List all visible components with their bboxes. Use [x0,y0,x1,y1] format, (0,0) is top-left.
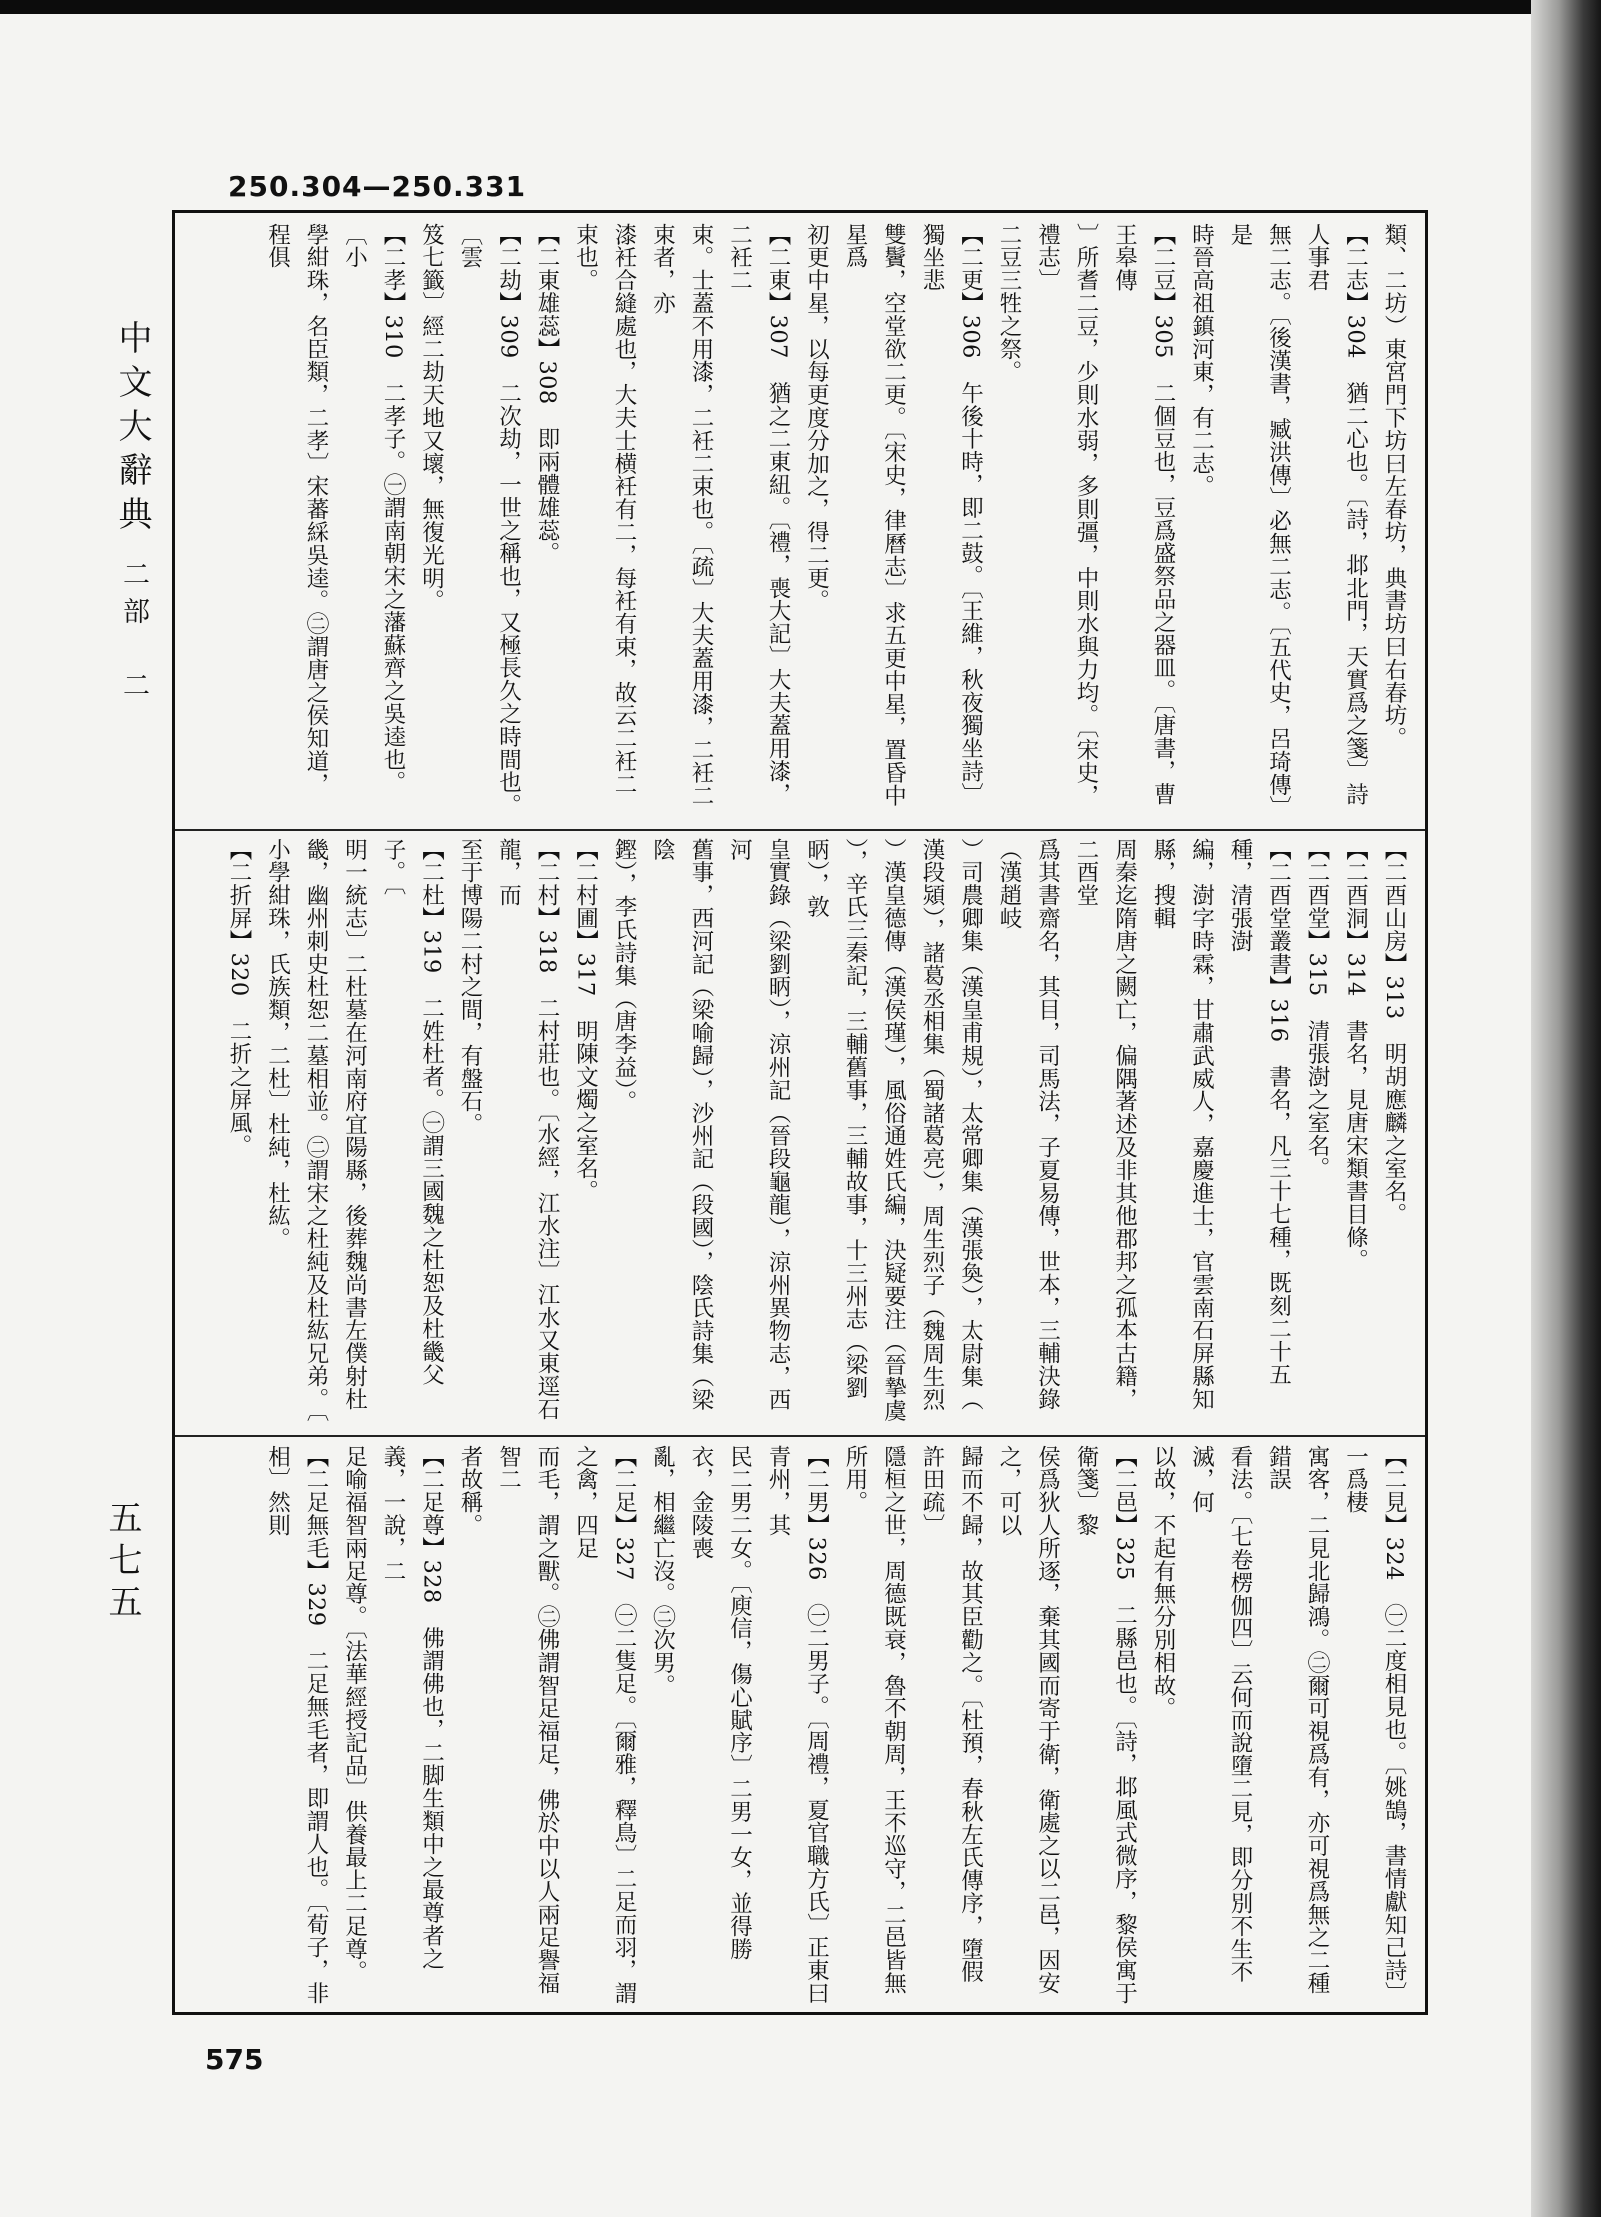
entry-column: 【二村圃】317 明陳文燭之室名。 [572,838,599,1203]
band-divider [175,1435,1425,1437]
entry-column: 【二酉堂叢書】316 書名，凡三十七種，既刻二十五種，清張澍 [1227,838,1292,1386]
entry-column: ）漢皇德傳（漢侯瑾），風俗通姓氏編，決疑要注（晉摯虞 [880,838,907,1423]
entry-column: 【二見】324 ㊀二度相見也。〔姚鵠，書情獻知己詩〕一爲棲 [1342,1445,1407,2005]
dictionary-title: 中文大辭典 [112,320,152,540]
entry-column: 鏗），李氏詩集（唐李益）。 [611,838,637,1114]
entry-column: ）司農卿集（漢皇甫規），太常卿集（漢張奐），太尉集（ [957,838,984,1411]
entry-column: 小學紺珠，氏族類，二杜〕杜純，杜紘。 [264,838,291,1251]
entry-column: 漢段熲），諸葛丞相集（蜀諸葛亮），周生烈子（魏周生烈 [919,838,945,1411]
entry-column: 侯爲狄人所逐，棄其國而寄于衛，衛處之以二邑，因安之，可以 [996,1445,1061,1995]
entry-column: 【二東】307 猶之二東紐。〔禮，喪大記〕大夫蓋用漆，二衽二 [726,223,791,806]
entry-column: 亂，相繼亡沒。㊁次男。 [649,1445,676,1697]
entry-column: ），辛氏三秦記，三輔舊事，三輔故事，十三州志（梁劉昞），敦 [803,838,868,1400]
entry-column: 編，澍字時霖，甘肅武威人，嘉慶進士，官雲南石屏縣知縣，搜輯 [1150,838,1215,1411]
entry-column: 隱桓之世，周德既衰，魯不朝周，王不巡守，二邑皆無所用。 [842,1445,907,1995]
entry-column: 學紺珠，名臣類，二孝〕宋蕃綵吳逵。㊁謂唐之侯知道，程俱 [264,223,329,796]
entry-column: 周秦迄隋唐之闕亡，偏隅著述及非其他郡邦之孤本古籍，二酉堂 [1073,838,1138,1411]
entry-column: 【二東雄蕊】308 即兩體雄蕊。 [534,223,560,565]
entry-band-middle [187,838,1413,1428]
entry-column: 【二邑】325 二縣邑也。〔詩，邶風式微序，黎侯寓于衛箋〕黎 [1073,1445,1138,2005]
entry-column: 【二足】327 ㊀二隻足。〔爾雅，釋鳥〕二足而羽，謂之禽，四足 [572,1445,637,2005]
entry-column: 而毛，謂之獸。㊁佛謂智足福足，佛於中以人兩足譽福智二 [495,1445,560,1995]
entry-column: 【二酉堂】315 清張澍之室名。 [1304,838,1330,1180]
entry-column: 【二足尊】328 佛謂佛也，二脚生類中之最尊者之義，一說，二 [380,1445,445,1971]
page-number: 575 [205,2043,264,2076]
entry-column: 【二村】318 二村莊也。〔水經，江水注〕江水又東逕石龍，而 [495,838,560,1421]
entry-column: 時晉高祖鎮河東，有二志。 [1188,223,1215,498]
entry-column: 〕所耆二豆，少則水弱，多則彊，中則水與力均。〔宋史，禮志〕 [1034,223,1099,808]
chinese-page-number: 五七五 [102,1500,142,1626]
scan-right-edge [1531,0,1601,2217]
band-divider [175,829,1425,831]
entry-column: 爲其書齋名，其目，司馬法，子夏易傳，世本，三輔決錄（漢趙岐 [996,838,1061,1411]
entry-column: 笈七籤〕經二劫天地又壞，無復光明。 [418,223,445,613]
entry-column: 漆衽合縫處也，大夫士横衽有二，每衽有束，故云二衽二束也。 [572,223,637,796]
entry-column: 二豆三牲之祭。 [996,223,1022,384]
entry-column: 【二劫】309 二次劫，一世之稱也，又極長久之時間也。〔雲 [457,223,522,817]
entry-column: 歸而不歸，故其臣勸之。〔杜預，春秋左氏傳序，墮假許田疏〕 [919,1445,984,1984]
entry-column: 至于博陽二村之間，有盤石。 [457,838,483,1136]
entry-column: 皇實錄（梁劉昞），涼州記（晉段龜龍），涼州異物志，西河 [726,838,791,1411]
page-frame [172,210,1428,2015]
entry-column: 【二豆】305 二個豆也，豆爲盛祭品之器皿。〔唐書，曹王皋傳 [1111,223,1176,806]
entry-column: 【二杜】319 二姓杜者。㊀謂三國魏之杜恕及杜畿父子。〔 [380,838,445,1386]
scan-top-edge [0,0,1601,14]
entry-column: 雙鬢，空堂欲二更。〔宋史，律曆志〕求五更中星，置昏中星爲 [842,223,907,808]
entry-column: 【二酉山房】313 明胡應麟之室名。 [1381,838,1407,1226]
entry-column: 看法。〔七卷楞伽四〕云何而說墮二見，即分別不生不滅，何 [1188,1445,1253,1984]
entry-column: 無二志。〔後漢書，臧洪傳〕必無二志。〔五代史，呂琦傳〕是 [1227,223,1292,808]
entry-column: 明一統志〕二杜墓在河南府宜陽縣，後葬魏尚書左僕射杜 [341,838,368,1411]
entry-column: 【二折屏】320 二折之屏風。 [226,838,252,1157]
entry-column: 【二酉洞】314 書名，見唐宋類書目條。 [1342,838,1369,1272]
entry-column: 【二男】326 ㊀二男子。〔周禮，夏官職方氏〕正東曰青州，其 [765,1445,830,2005]
entry-band-top [187,223,1413,818]
entry-column: 民二男二女。〔庾信，傷心賦序〕二男一女，並得勝衣，金陵喪 [688,1445,753,1961]
entry-column: 初更中星，以每更度分加之，得二更。 [803,223,830,613]
section-label: 二部 二 [118,560,149,708]
entry-column: 寓客，二見北歸鴻。㊁爾可視爲有，亦可視爲無之二種錯誤 [1265,1445,1330,1995]
entry-band-bottom [187,1445,1413,2005]
entry-column: 【二更】306 午後十時，即二鼓。〔王維，秋夜獨坐詩〕獨坐悲 [919,223,984,806]
entry-column: 以故，不起有無分別相故。 [1150,1445,1176,1720]
entry-column: 【二志】304 猶二心也。〔詩，邶北門，天實爲之箋〕詩人事君 [1304,223,1369,806]
entry-column: 【二足無毛】329 二足無毛者，即謂人也。〔荀子，非相〕然則 [264,1445,329,2005]
entry-column: 者故稱。 [457,1445,483,1537]
entry-column: 足喻福智兩足尊。〔法華經授記品〕供養最上二足尊。 [341,1445,368,1984]
entry-column: 束。士蓋不用漆，二衽二束也。〔疏〕大夫蓋用漆，二衽二束者，亦 [649,223,714,808]
entry-column: 【二孝】310 二孝子。㊀謂南朝宋之藩蘇齊之吳逵也。〔小 [341,223,406,794]
entry-column: 舊事，西河記（梁喻歸），沙州記（段國），陰氏詩集（梁陰 [649,838,714,1411]
entry-column: 畿，幽州刺史杜恕二墓相並。㊁謂宋之杜純及杜紘兄弟。〔 [303,838,329,1423]
entry-column: 類、二坊）東宮門下坊曰左春坊，典書坊曰右春坊。 [1381,223,1407,750]
entry-range: 250.304—250.331 [228,170,527,203]
